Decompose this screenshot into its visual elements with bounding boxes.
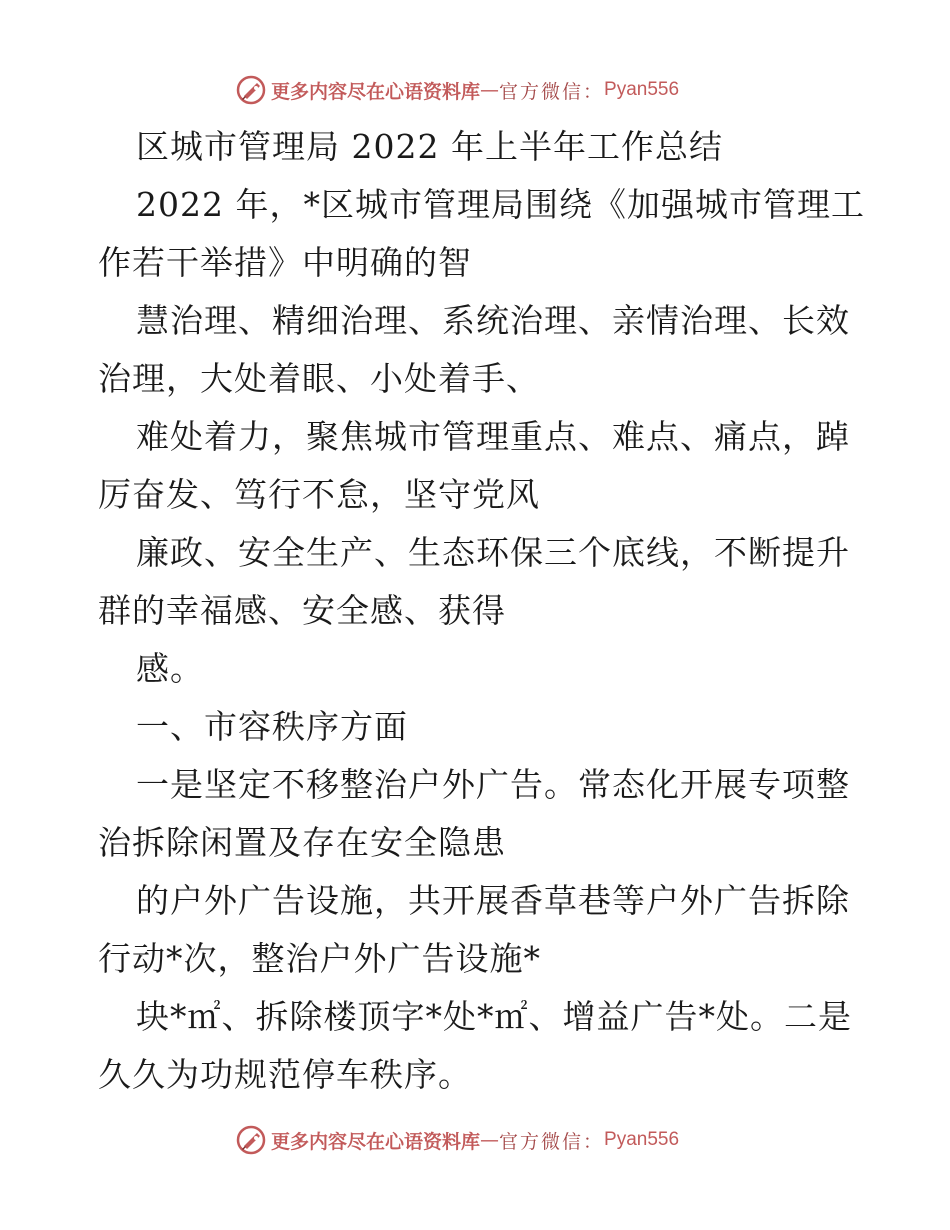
text-line: 一、市容秩序方面 [136,707,408,746]
text-line: 难处着力，聚焦城市管理重点、难点、痛点，踔 [136,417,850,456]
watermark-id: Pyan556 [604,79,680,100]
text-line: 廉政、安全生产、生态环保三个底线，不断提升 [136,533,850,572]
watermark-dash: — [480,79,500,101]
watermark-main-text: 更多内容尽在心语资料库 [271,1130,481,1153]
text-line: 治理，大处着眼、小处着手、 [98,359,540,398]
text-line: 感。 [136,649,204,688]
text-line: 的户外广告设施，共开展香草巷等户外广告拆除 [136,881,850,920]
text-line: 作若干举措》中明确的智 [98,243,472,282]
text-line: 一是坚定不移整治户外广告。常态化开展专项整 [136,765,850,804]
watermark-main-text: 更多内容尽在心语资料库 [271,80,481,103]
text-line: 厉奋发、笃行不怠，坚守党风 [98,475,540,514]
text-line: 群的幸福感、安全感、获得 [98,591,506,630]
document-body [98,118,865,1104]
text-line: 2022 年，*区城市管理局围绕《加强城市管理工 [136,185,865,224]
brush-logo-icon [235,74,267,106]
text-line: 治拆除闲置及存在安全隐患 [98,823,506,862]
text-line: 久久为功规范停车秩序。 [98,1055,472,1094]
document-title: 区城市管理局 2022 年上半年工作总结 [136,127,723,166]
text-line: 块*㎡、拆除楼顶字*处*㎡、增益广告*处。二是 [136,997,852,1036]
watermark-dash: — [480,1129,500,1151]
watermark-sub-text: 官方微信： [499,80,605,103]
watermark-sub-text: 官方微信： [499,1130,605,1153]
text-line: 慧治理、精细治理、系统治理、亲情治理、长效 [136,301,850,340]
watermark-header [235,72,679,108]
watermark-id: Pyan556 [604,1129,680,1150]
text-line: 行动*次，整治户外广告设施* [98,939,541,978]
watermark-footer [235,1122,679,1158]
brush-logo-icon [235,1124,267,1156]
